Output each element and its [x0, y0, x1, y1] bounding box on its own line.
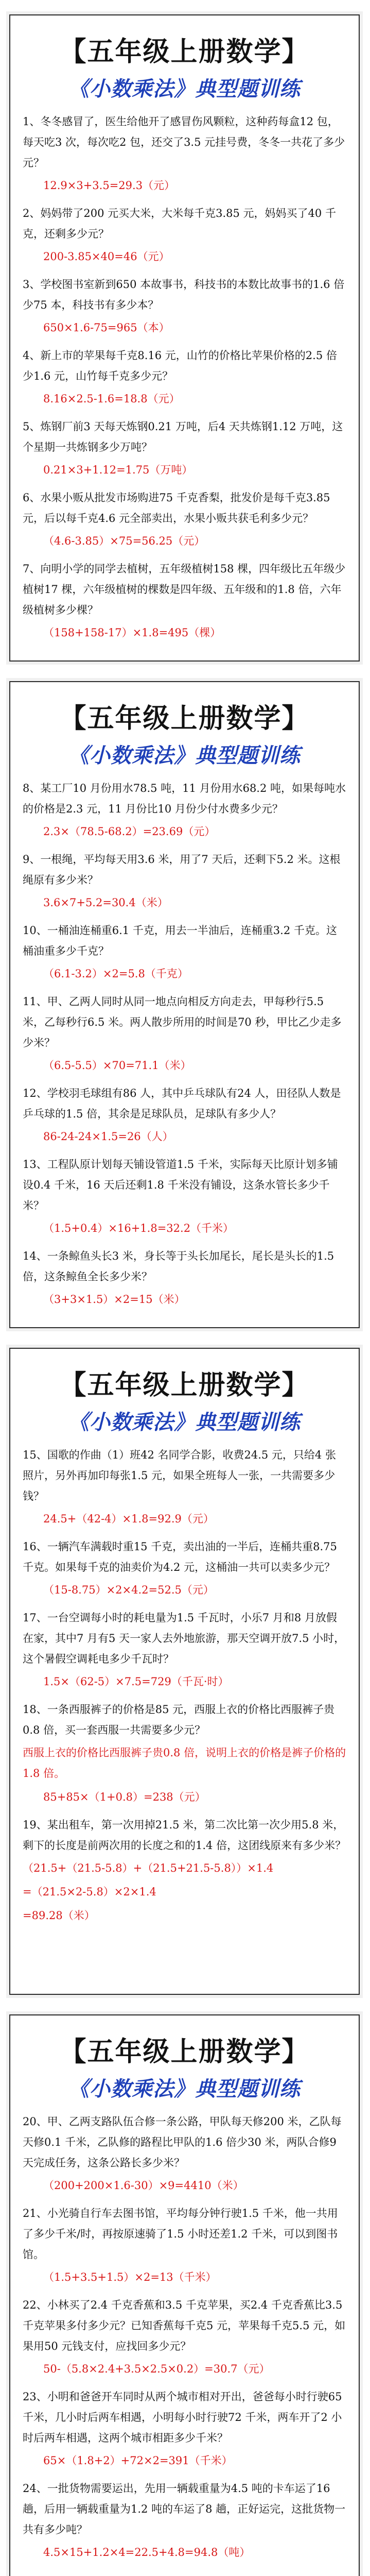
- answer-text: （15-8.75）×2×4.2=52.5（元）: [43, 1584, 214, 1596]
- question-text: 4、新上市的苹果每千克8.16 元，山竹的价格比苹果价格的2.5 倍少1.6 元，山竹每千克多少元？: [23, 349, 337, 382]
- answer-text: 1.5×（62-5）×7.5=729（千瓦·时）: [43, 1675, 229, 1688]
- answer-text: （3+3×1.5）×2=15（米）: [43, 1293, 185, 1306]
- answer-text: 24.5+（42-4）×1.8=92.9（元）: [43, 1513, 214, 1525]
- question-text: 1、冬冬感冒了，医生给他开了感冒伤风颗粒，这种药每盒12 包，每天吃3 次，每次吃2 包，还交了3.5 元挂号费，冬冬一共花了多少元？: [23, 115, 345, 169]
- question-text: 2、妈妈带了200 元买大米，大米每千克3.85 元，妈妈买了40 千克，还剩多少元？: [23, 207, 336, 240]
- question-text: 17、一台空调每小时的耗电量为1.5 千瓦时，小乐7 月和8 月放假在家，其中7 月有5 天一家人去外地旅游，那天空调开放7.5 小时，这个暑假空调耗电多少千瓦时？: [23, 1612, 345, 1665]
- answer-text: （21.5+（21.5-5.8）+（21.5+21.5-5.8））×1.4: [23, 1862, 274, 1874]
- answer-text: 65×（1.8+2）+72×2=391（千米）: [43, 2454, 233, 2467]
- answer-text: 12.9×3+3.5=29.3（元）: [43, 179, 175, 192]
- question-text: 18、一条西服裤子的价格是85 元，西服上衣的价格比西服裤子贵0.8 倍，买一套西服一共需要多少元？: [23, 1703, 335, 1736]
- page-title: 【五年级上册数学】: [59, 1370, 310, 1401]
- answer-text: 200-3.85×40=46（元）: [43, 250, 170, 263]
- question-text: 5、炼钢厂前3 天每天炼钢0.21 万吨，后4 天共炼钢1.12 万吨，这个星期一共炼钢多少万吨？: [23, 420, 343, 453]
- answer-text: =（21.5×2-5.8）×2×1.4: [23, 1886, 156, 1898]
- worksheet-card-3: [9, 1348, 360, 1995]
- answer-text: （4.6-3.85）×75=56.25（元）: [43, 535, 205, 547]
- question-text: 24、一批货物需要运出，先用一辆载重量为4.5 吨的卡车运了16 趟，后用一辆载重量为1.2 吨的车运了8 趟，正好运完，这批货物一共有多少吨？: [23, 2482, 346, 2536]
- worksheet-card-4: [9, 2014, 360, 2576]
- answer-text: （158+158-17）×1.8=495（棵）: [43, 626, 221, 639]
- answer-explanation: 西服上衣的价格比西服裤子贵0.8 倍，说明上衣的价格是裤子价格的1.8 倍。: [23, 1747, 346, 1780]
- question-text: 8、某工厂10 月份用水78.5 吨，11 月份用水68.2 吨，如果每吨水的价格是2.3 元，11 月份比10 月份少付水费多少元？: [23, 782, 346, 815]
- question-text: 12、学校羽毛球组有86 人，其中乒乓球队有24 人，田径队人数是乒乓球的1.5 倍，其余是足球队员，足球队有多少人？: [23, 1087, 341, 1120]
- page-subtitle: 《小数乘法》典型题训练: [68, 77, 301, 101]
- answer-text: 86-24-24×1.5=26（人）: [43, 1130, 173, 1143]
- question-text: 14、一条鲸鱼头长3 米，身长等于头长加尾长，尾长是头长的1.5 倍，这条鲸鱼全长多少米？: [23, 1250, 334, 1283]
- worksheet-card-1: [9, 14, 360, 662]
- answer-text: 8.16×2.5-1.6=18.8（元）: [43, 393, 180, 405]
- answer-text: 3.6×7+5.2=30.4（米）: [43, 896, 168, 909]
- question-text: 3、学校图书室新到650 本故事书，科技书的本数比故事书的1.6 倍少75 本，科技书有多少本？: [23, 278, 345, 311]
- question-text: 7、向明小学的同学去植树，五年级植树158 棵，四年级比五年级少植树17 棵，六年级植树的棵数是四年级、五年级和的1.8 倍，六年级植树多少棵？: [23, 563, 346, 616]
- question-text: 19、某出租车，第一次用掉21.5 米，第二次比第一次少用5.8 米，剩下的长度是前两次用的长度之和的1.4 倍，这团线原来有多少米？: [23, 1819, 346, 1852]
- answer-text: （6.1-3.2）×2=5.8（千克）: [43, 968, 188, 980]
- question-text: 22、小林买了2.4 千克香蕉和3.5 千克苹果，买2.4 千克香蕉比3.5 千克苹果多付多少元？已知香蕉每千克5 元，苹果每千克5.5 元，如果用50 元钱支付，应找回多少元？: [23, 2299, 346, 2352]
- question-text: 6、水果小贩从批发市场购进75 千克香梨，批发价是每千克3.85 元，后以每千克4.6 元全部卖出，水果小贩共获毛利多少元？: [23, 492, 330, 524]
- answer-text: （200+200×1.6-30）×9=4410（米）: [43, 2179, 244, 2192]
- answer-text: （1.5+0.4）×16+1.8=32.2（千米）: [43, 1222, 234, 1234]
- answer-text: 2.3×（78.5-68.2）=23.69（元）: [43, 825, 216, 838]
- question-text: 23、小明和爸爸开车同时从两个城市相对开出，爸爸每小时行驶65 千米，几小时后两车相遇，小明每小时行驶72 千米，两车开了2 小时后两车相遇，这两个城市相距多少千米？: [23, 2391, 342, 2444]
- question-text: 10、一桶油连桶重6.1 千克，用去一半油后，连桶重3.2 千克。这桶油重多少千克？: [23, 924, 337, 957]
- page-subtitle: 《小数乘法》典型题训练: [68, 743, 301, 768]
- page-title: 【五年级上册数学】: [59, 37, 310, 67]
- question-text: 21、小光骑自行车去图书馆，平均每分钟行驶1.5 千米，他一共用了多少千米/时，再按原速骑了1.5 小时还差1.2 千米，可以到图书馆。: [23, 2207, 338, 2261]
- worksheet-card-2: [9, 681, 360, 1328]
- answer-text: =89.28（米）: [23, 1909, 95, 1922]
- question-text: 11、甲、乙两人同时从同一地点向相反方向走去，甲每秒行5.5 米，乙每秒行6.5 米。两人散步所用的时间是70 秒，甲比乙少走多少米？: [23, 995, 342, 1049]
- question-text: 20、甲、乙两支路队伍合修一条公路，甲队每天修200 米，乙队每天修0.1 千米，乙队修的路程比甲队的1.6 倍少30 米，两队合修9 天完成任务，这条公路长多少米？: [23, 2115, 342, 2169]
- answer-text: 650×1.6-75=965（本）: [43, 321, 170, 334]
- question-text: 13、工程队原计划每天铺设管道1.5 千米，实际每天比原计划多铺设0.4 千米，16 天后还剩1.8 千米没有铺设，这条水管长多少千米？: [23, 1158, 338, 1212]
- page-subtitle: 《小数乘法》典型题训练: [68, 2077, 301, 2101]
- answer-text: 85+85×（1+0.8）=238（元）: [43, 1791, 206, 1803]
- question-text: 15、国歌的作曲（1）班42 名同学合影，收费24.5 元，只给4 张照片，另外再加印每张1.5 元，如果全班每人一张，一共需要多少钱？: [23, 1449, 336, 1502]
- answer-text: （1.5+3.5+1.5）×2=13（千米）: [43, 2271, 217, 2283]
- answer-text: 0.21×3+1.12=1.75（万吨）: [43, 464, 193, 476]
- page-title: 【五年级上册数学】: [59, 2037, 310, 2067]
- question-text: 9、一根绳，平均每天用3.6 米，用了7 天后，还剩下5.2 米。这根绳原有多少米？: [23, 853, 341, 886]
- question-text: 16、一辆汽车满载时重15 千克，卖出油的一半后，连桶共重8.75 千克。如果每千克的油卖价为4.2 元，这桶油一共可以卖多少元？: [23, 1540, 337, 1573]
- page-subtitle: 《小数乘法》典型题训练: [68, 1410, 301, 1434]
- answer-text: 50-（5.8×2.4+3.5×2.5×0.2）=30.7（元）: [43, 2363, 270, 2375]
- page-title: 【五年级上册数学】: [59, 703, 310, 734]
- answer-text: 4.5×15+1.2×4=22.5+4.8=94.8（吨）: [43, 2546, 251, 2558]
- answer-text: （6.5-5.5）×70=71.1（米）: [43, 1059, 191, 1072]
